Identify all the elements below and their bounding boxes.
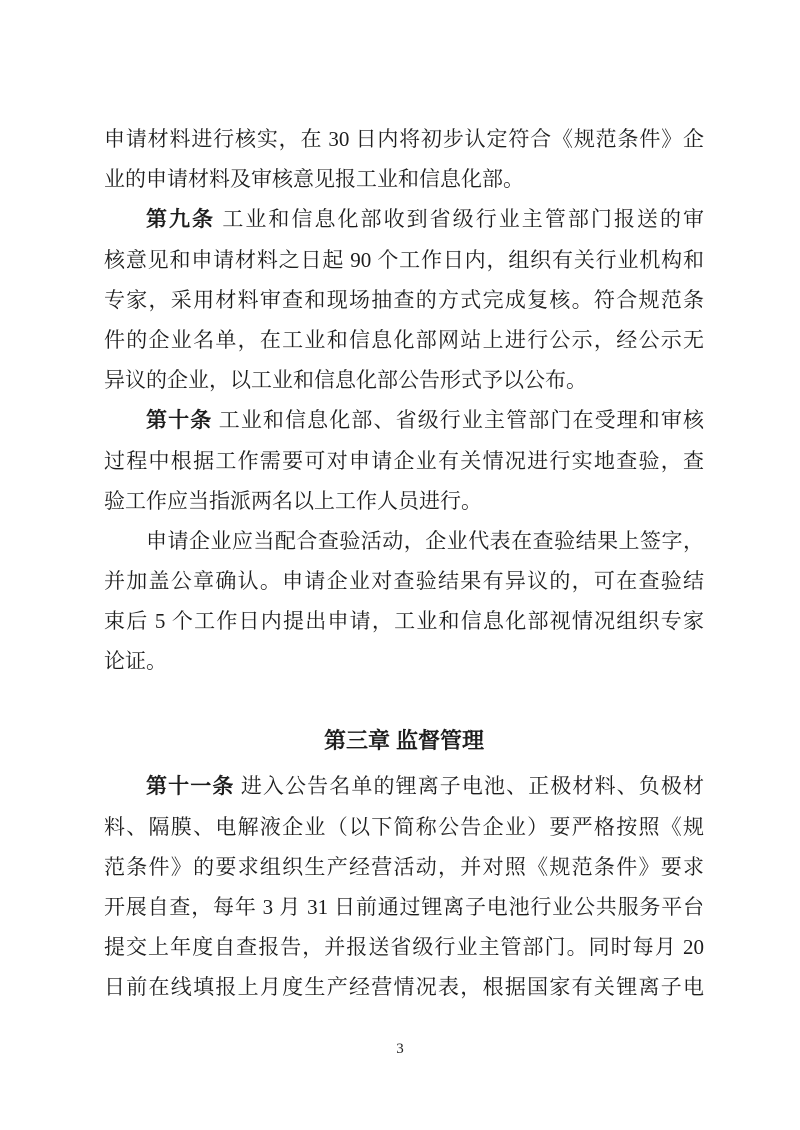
- para-article-10-line-1: 第十条 工业和信息化部、省级行业主管部门在受理和审核: [146, 408, 705, 432]
- para-article-10-line-2: 过程中根据工作需要可对申请企业有关情况进行实地查验，查: [104, 449, 704, 473]
- para-article-11-line-5: 提交上年度自查报告，并报送省级行业主管部门。同时每月 20: [104, 935, 704, 959]
- document-body: [104, 119, 704, 1007]
- para-article-11-line-2: 料、隔膜、电解液企业（以下简称公告企业）要严格按照《规: [104, 815, 704, 839]
- para-inspection-cooperation-line-4: 论证。: [104, 649, 167, 673]
- para-article-11-term: 第十一条: [146, 775, 235, 798]
- para-inspection-cooperation-line-3: 束后 5 个工作日内提出申请，工业和信息化部视情况组织专家: [104, 609, 704, 633]
- para-inspection-cooperation-line-2: 并加盖公章确认。申请企业对查验结果有异议的，可在查验结: [104, 569, 704, 593]
- para-article-9-line-4: 件的企业名单，在工业和信息化部网站上进行公示，经公示无: [104, 328, 704, 352]
- para-inspection-cooperation-line-1: 申请企业应当配合查验活动，企业代表在查验结果上签字，: [146, 529, 704, 553]
- para-article-10-term: 第十条: [146, 409, 213, 432]
- para-article-10-line-3: 验工作应当指派两名以上工作人员进行。: [104, 489, 482, 513]
- para-article-9-line-1: 第九条 工业和信息化部收到省级行业主管部门报送的审: [146, 207, 704, 231]
- para-article-9-line-2: 核意见和申请材料之日起 90 个工作日内，组织有关行业机构和: [104, 248, 704, 272]
- para-article-11-line-3: 范条件》的要求组织生产经营活动，并对照《规范条件》要求: [104, 855, 704, 879]
- para-article-11-line-1: 第十一条 进入公告名单的锂离子电池、正极材料、负极材: [146, 774, 705, 798]
- para-continuation-line-1: 申请材料进行核实，在 30 日内将初步认定符合《规范条件》企: [104, 127, 704, 151]
- para-continuation-line-2: 业的申请材料及审核意见报工业和信息化部。: [104, 167, 524, 191]
- page-number: 3: [396, 1041, 404, 1057]
- para-article-9-term: 第九条: [146, 208, 216, 231]
- para-article-11-line-4: 开展自查，每年 3 月 31 日前通过锂离子电池行业公共服务平台: [104, 895, 704, 919]
- para-article-9-line-5: 异议的企业，以工业和信息化部公告形式予以公布。: [104, 368, 587, 392]
- chapter-3-heading: 第三章 监督管理: [323, 728, 485, 753]
- para-article-9-line-3: 专家，采用材料审查和现场抽查的方式完成复核。符合规范条: [104, 288, 704, 312]
- para-article-11-line-6: 日前在线填报上月度生产经营情况表，根据国家有关锂离子电: [104, 975, 704, 999]
